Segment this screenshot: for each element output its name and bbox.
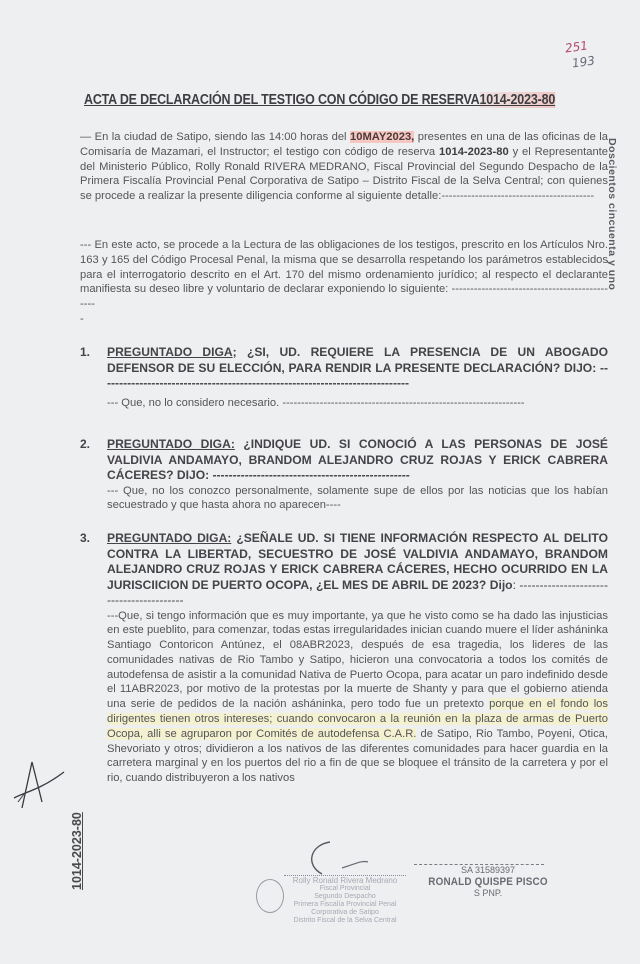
answer-part-a: ---Que, si tengo información que es muy importante, ya que he visto como se ha dado las injusticias en este pueblito, para comenzar, todas estas irregularidades inician cuando muere el líder asháninka Santiago Contoricon Antúnez, el 08ABR2023, después de esa tragedia, los lideres de las comunidades nativas de Rio Tambo y Satipo, hicieron una convocatoria a todos los comités de autodefensa de asistir a la comunidad Nativa de Puerto Ocopa, para acatar un paro indefinido desde el 11ABR2023, por motivo de la protestas por la muerte de Shanty y para que el gobierno atienda una serie de pedidos de la nación asháninka, pero todo fue un pretexto: [107, 609, 608, 711]
question-label: PREGUNTADO DIGA: [107, 345, 233, 359]
prosecutor-title-line: Segundo Despacho: [314, 893, 376, 900]
margin-code: [70, 780, 90, 890]
officer-stamp: [408, 864, 568, 899]
answer-text: [107, 609, 608, 787]
obligations-trailing: -: [80, 312, 84, 325]
officer-name: RONALD QUISPE PISCO: [428, 876, 548, 888]
intro-paragraph: [80, 130, 608, 204]
folio-number-bottom: 193: [571, 53, 596, 71]
question-tail: : -----------------------------------------: [107, 577, 608, 607]
document-title: [84, 92, 556, 108]
obligations-paragraph: [80, 238, 608, 327]
highlighted-date: 10MAY2023,: [350, 131, 415, 143]
answer-part-b: de Satipo, Rio Tambo, Poyeni, Otica, Shevoriato y otros; dividieron a los nativos de las diferentes comunidades para hacer guardia en la carretera marginal y en los puertos del rio a fin de que se bloquee el tránsito de la carretera y por el rio, cuando distribuyeron a los nativos: [107, 727, 609, 785]
question-label: PREGUNTADO DIGA:: [107, 437, 235, 451]
folio-words: [604, 138, 620, 348]
question-1: [80, 345, 608, 410]
title-code: 1014-2023-80: [479, 92, 556, 108]
prosecutor-title-line: Primera Fiscalía Provincial Penal: [293, 901, 397, 908]
question-number: 1.: [80, 345, 91, 359]
prosecutor-title-line: Distrito Fiscal de la Selva Central: [293, 917, 397, 924]
officer-id: SA 31589397: [460, 865, 516, 875]
prosecutor-name: Rolly Ronald Rivera Medrano: [292, 876, 398, 885]
answer-text: --- Que, no los conozco personalmente, solamente supe de ellos por las noticias que los habían secuestrado y que hasta ahora no aparecen----: [107, 484, 608, 512]
title-text: ACTA DE DECLARACIÓN DEL TESTIGO CON CÓDIGO DE RESERVA: [84, 92, 480, 108]
folio-number-top: 251: [564, 38, 589, 56]
question-body: ¿SI, UD. REQUIERE LA PRESENCIA DE UN ABOGADO DEFENSOR DE SU ELECCIÓN, PARA RENDIR LA PRESENTE DECLARACIÓN? DIJO: -----------------------------------------------------------------------------: [107, 345, 608, 390]
intro-lead: — En la ciudad de Satipo, siendo las 14:00 horas del: [80, 131, 350, 143]
stamp-lines: [280, 875, 410, 925]
question-body: ¿INDIQUE UD. SI CONOCIÓ A LAS PERSONAS DE JOSÉ VALDIVIA ANDAMAYO, BRANDOM ALEJANDRO CRUZ ROJAS Y ERICK CABRERA CÁCERES? DIJO: -------------------------------------------------: [107, 437, 608, 482]
question-number: 3.: [80, 531, 91, 545]
question-sep: ;: [232, 345, 247, 359]
question-text: [107, 531, 608, 609]
answer-highlight: porque en el fondo los dirigentes tienen otros intereses; cuando convocaron a la reunión en la plaza de armas de Puerto Ocopa, alli se agruparon por Comités de autodefensa C.A.R.: [107, 698, 608, 740]
answer-text: --- Que, no lo considero necesario. -----------------------------------------------------------------: [107, 396, 525, 409]
question-3: [80, 531, 608, 786]
question-label: PREGUNTADO DIGA:: [107, 531, 232, 545]
signature-icon: [300, 840, 380, 880]
intro-after-date: presentes en una de las oficinas de la Comisaría de Mazamari, el Instructor; el testigo con código de reserva: [80, 131, 608, 158]
question-2: [80, 437, 608, 513]
intro-rest: y el Representante del Ministerio Público, Rolly Ronald RIVERA MEDRANO, Fiscal Provincial del Segundo Despacho de la Primera Fiscalía Provincial Penal Corporativa de Satipo – Distrito Fiscal de la Selva Central; con quienes se procede a realizar la presente diligencia conforme al siguiente detalle:-----------------------------------------: [80, 145, 608, 203]
question-text: [107, 345, 608, 392]
obligations-text: --- En este acto, se procede a la Lectura de las obligaciones de los testigos, prescrito en los Artículos Nro. 163 y 165 del Código Procesal Penal, la misma que se desarrolla respetando los parámetros establecidos para el interrogatorio descrito en el Art. 170 del mismo ordenamiento jurídico; al respecto el declarante manifiesta su deseo libre y voluntario de declarar exponiendo lo siguiente: ----------------------------------------------: [80, 239, 608, 311]
question-body: ¿SEÑALE UD. SI TIENE INFORMACIÓN RESPECTO AL DELITO CONTRA LA LIBERTAD, SECUESTRO DE JOSÉ VALDIVIA ANDAMAYO, BRANDOM ALEJANDRO CRUZ ROJAS Y ERICK CABRERA CÁCERES, HECHO OCURRIDO EN LA JURISCIICION DE PUERTO OCOPA, ¿EL MES DE ABRIL DE 2023? Dijo: [107, 531, 608, 592]
folio-words-text: Doscientos cincuenta y uno: [606, 138, 618, 291]
prosecutor-title-line: Corporativa de Satipo: [311, 909, 379, 916]
margin-code-text: 1014-2023-80: [70, 812, 84, 890]
initial-signature-icon: [10, 750, 70, 820]
reserve-code: 1014-2023-80: [439, 145, 509, 158]
question-text: [107, 437, 608, 484]
prosecutor-title-line: Fiscal Provincial: [319, 885, 371, 892]
officer-rank: S PNP.: [473, 888, 503, 898]
question-number: 2.: [80, 437, 91, 451]
prosecutor-stamp: [250, 875, 410, 935]
